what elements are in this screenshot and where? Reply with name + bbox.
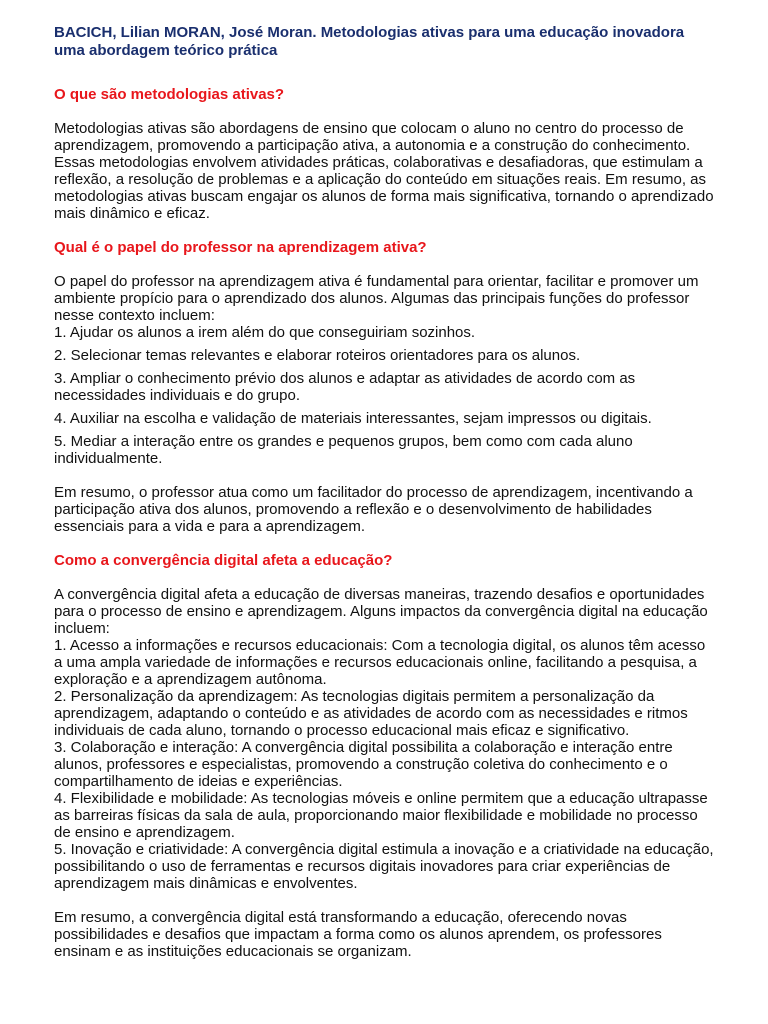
section-heading-convergencia: Como a convergência digital afeta a educação? — [54, 552, 393, 569]
list-item: 1. Acesso a informações e recursos educacionais: Com a tecnologia digital, os alunos têm acesso a uma ampla variedade de informações e recursos educacionais online, facilitando a pesquisa, a exploração e a aprendizagem autônoma. — [54, 637, 706, 688]
section-paragraph-metodologias: Metodologias ativas são abordagens de ensino que colocam o aluno no centro do processo de aprendizagem, promovendo a participação ativa, a autonomia e a construção do conhecimento. Essas metodologias envolvem atividades práticas, colaborativas e desafiadoras, que estimulam a reflexão, a resolução de problemas e a aplicação do conteúdo em situações reais. Em resumo, as metodologias ativas buscam engajar os alunos de forma mais significativa, tornando o aprendizado mais dinâmico e eficaz. — [54, 120, 714, 222]
list-item: 4. Auxiliar na escolha e validação de materiais interessantes, sejam impressos ou digitais. — [54, 410, 652, 427]
section-heading-metodologias: O que são metodologias ativas? — [54, 86, 285, 103]
section-intro-professor: O papel do professor na aprendizagem ativa é fundamental para orientar, facilitar e promover um ambiente propício para o aprendizado dos alunos. Algumas das principais funções do professor nesse contexto incluem: — [54, 273, 699, 324]
list-item: 5. Inovação e criatividade: A convergência digital estimula a inovação e a criatividade na educação, possibilitando o uso de ferramentas e recursos digitais inovadores para criar experiências de aprendizagem mais dinâmicas e envolventes. — [54, 841, 714, 892]
list-item: 2. Personalização da aprendizagem: As tecnologias digitais permitem a personalização da aprendizagem, adaptando o conteúdo e as atividades de acordo com as necessidades e ritmos individuais de cada aluno, tornando o processo educacional mais eficaz e significativo. — [54, 688, 688, 739]
section-heading-professor: Qual é o papel do professor na aprendizagem ativa? — [54, 239, 427, 256]
section-intro-convergencia: A convergência digital afeta a educação de diversas maneiras, trazendo desafios e oportunidades para o processo de ensino e aprendizagem. Alguns impactos da convergência digital na educação incluem: — [54, 586, 708, 637]
list-item: 3. Ampliar o conhecimento prévio dos alunos e adaptar as atividades de acordo com as necessidades individuais e do grupo. — [54, 370, 636, 404]
section-summary-convergencia: Em resumo, a convergência digital está transformando a educação, oferecendo novas possibilidades e desafios que impactam a forma como os alunos aprendem, os professores ensinam e as instituições educacionais se organizam. — [54, 909, 662, 960]
list-item: 4. Flexibilidade e mobilidade: As tecnologias móveis e online permitem que a educação ultrapasse as barreiras físicas da sala de aula, proporcionando maior flexibilidade e mobilidade no processo de ensino e aprendizagem. — [54, 790, 708, 841]
list-item: 3. Colaboração e interação: A convergência digital possibilita a colaboração e interação entre alunos, professores e especialistas, promovendo a construção coletiva do conhecimento e o compartilhamento de ideias e experiências. — [54, 739, 673, 790]
document-page — [54, 24, 714, 960]
list-item: 5. Mediar a interação entre os grandes e pequenos grupos, bem como com cada aluno individualmente. — [54, 433, 633, 467]
list-item: 2. Selecionar temas relevantes e elaborar roteiros orientadores para os alunos. — [54, 347, 581, 364]
list-item: 1. Ajudar os alunos a irem além do que conseguiriam sozinhos. — [54, 324, 476, 341]
section-summary-professor: Em resumo, o professor atua como um facilitador do processo de aprendizagem, incentivando a participação ativa dos alunos, promovendo a reflexão e o desenvolvimento de habilidades essenciais para a vida e para a aprendizagem. — [54, 484, 693, 535]
reference-citation: BACICH, Lilian MORAN, José Moran. Metodologias ativas para uma educação inovadora uma abordagem teórico prática — [54, 24, 685, 59]
